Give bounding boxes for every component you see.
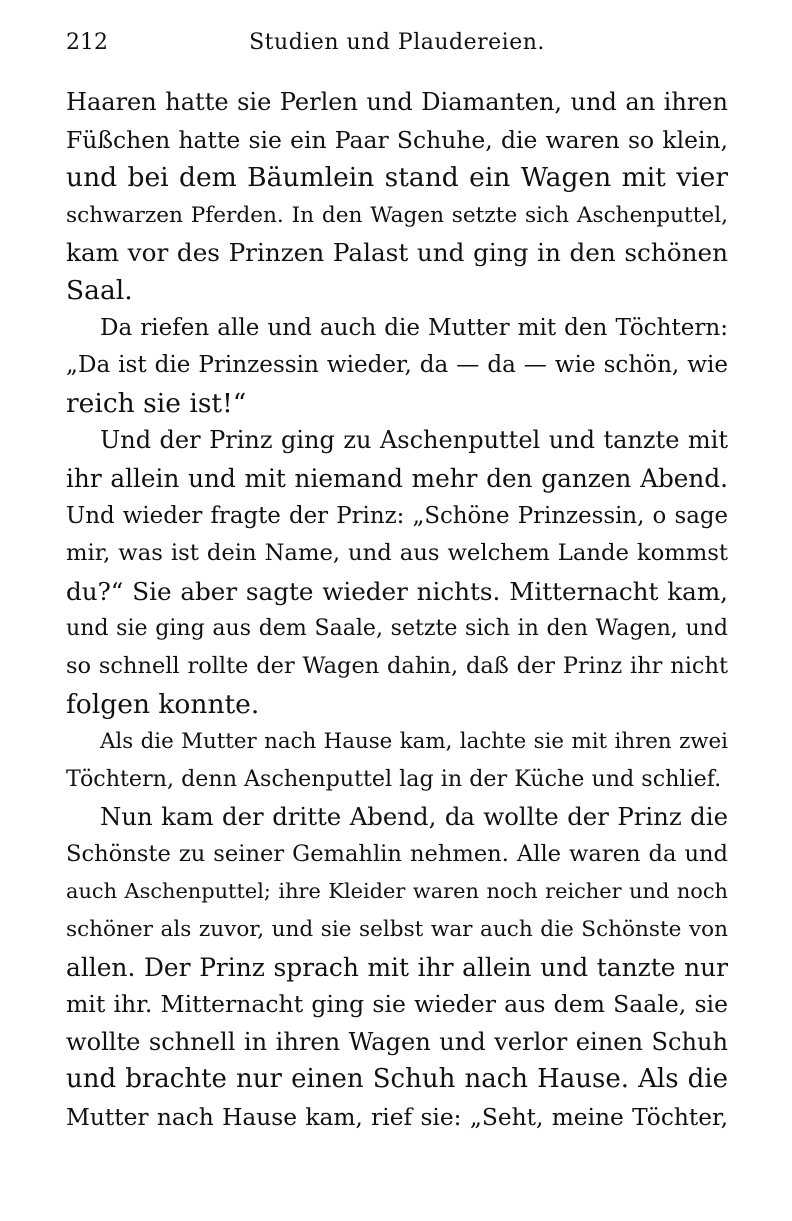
text-line: Mutter nach Hause kam, rief sie: „Seht, meine Töchter, [66,1104,728,1132]
text-line: und brachte nur einen Schuh nach Hause. Als die [66,1064,728,1095]
text-line: Als die Mutter nach Hause kam, lachte sie mit ihren zwei [100,729,728,755]
text-line: „Da ist die Prinzessin wieder, da — da — wie schön, wie [66,352,728,379]
text-line: schöner als zuvor, und sie selbst war auch die Schönste von [66,917,728,943]
text-line: Haaren hatte sie Perlen und Diamanten, und an ihren [66,88,728,116]
body-text [66,84,728,1137]
text-line: folgen konnte. [66,688,260,720]
text-line: du?“ Sie aber sagte wieder nichts. Mitternacht kam, [66,576,728,606]
text-line: allen. Der Prinz sprach mit ihr allein und tanzte nur [66,952,728,982]
text-line: wollte schnell in ihren Wagen und verlor einen Schuh [66,1027,728,1056]
text-line: Da riefen alle und auch die Mutter mit den Töchtern: [100,314,728,341]
page-number: 212 [66,30,108,55]
text-line: Schönste zu seiner Gemahlin nehmen. Alle waren da und [66,840,728,867]
text-line: und sie ging aus dem Saale, setzte sich in den Wagen, und [66,616,728,642]
text-line: und bei dem Bäumlein stand ein Wagen mit vier [66,162,728,194]
running-head [66,30,728,62]
text-line: kam vor des Prinzen Palast und ging in den schönen [66,238,728,268]
running-title: Studien und Plaudereien. [249,30,545,55]
text-line: Füßchen hatte sie ein Paar Schuhe, die waren so klein, [66,125,728,154]
text-line: schwarzen Pferden. In den Wagen setzte sich Aschenputtel, [66,202,728,228]
text-line: auch Aschenputtel; ihre Kleider waren noch reicher und noch [66,879,728,904]
text-line: ihr allein und mit niemand mehr den ganzen Abend. [66,463,728,493]
text-line: reich sie ist!“ [66,387,247,419]
text-line: Und der Prinz ging zu Aschenputtel und tanzte mit [100,426,728,455]
text-line: Töchtern, denn Aschenputtel lag in der Küche und schlief. [66,765,722,792]
text-line: Nun kam der dritte Abend, da wollte der Prinz die [100,802,728,832]
text-line: mit ihr. Mitternacht ging sie wieder aus dem Saale, sie [66,990,728,1019]
text-line: so schnell rollte der Wagen dahin, daß der Prinz ihr nicht [66,652,728,679]
text-line: mir, was ist dein Name, und aus welchem Lande kommst [66,540,728,567]
text-line: Und wieder fragte der Prinz: „Schöne Prinzessin, o sage [66,502,728,529]
text-line: Saal. [66,274,133,306]
